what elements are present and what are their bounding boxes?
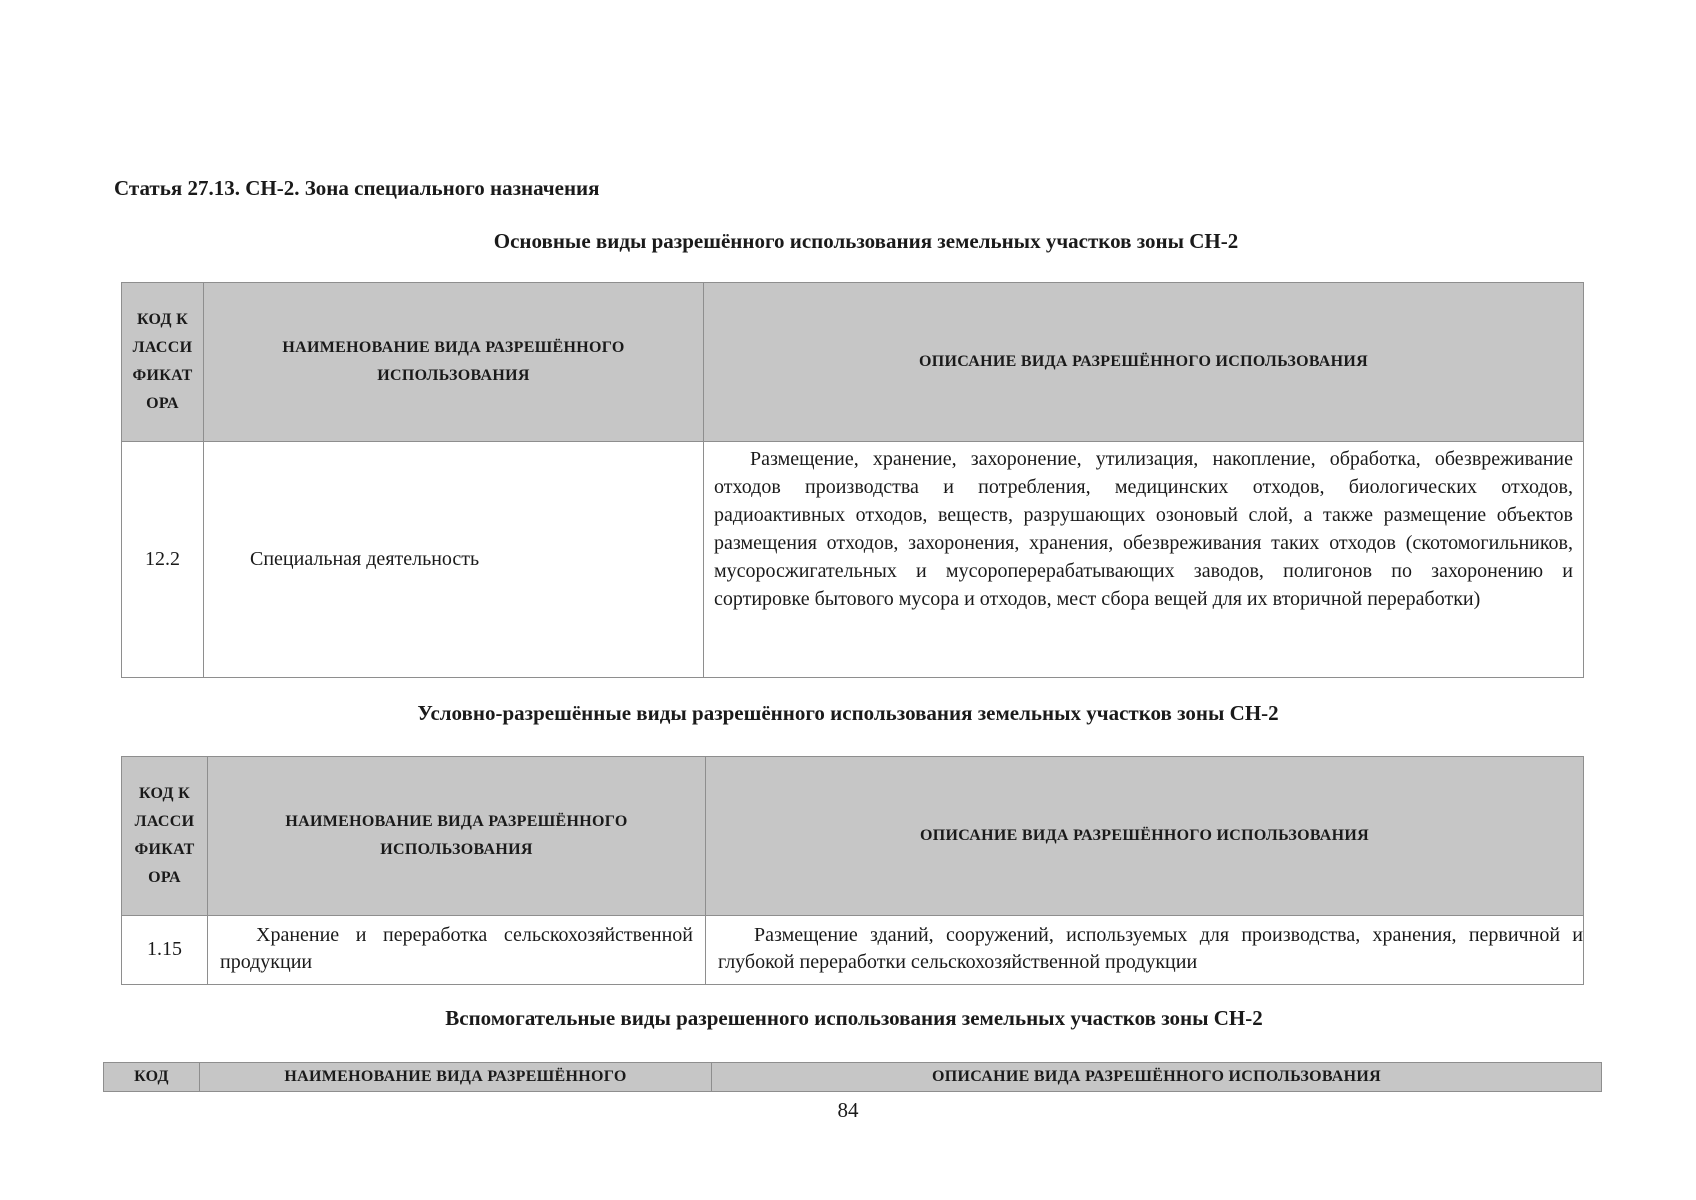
- header-name: НАИМЕНОВАНИЕ ВИДА РАЗРЕШЁННОГО ИСПОЛЬЗОВАНИЯ: [204, 283, 704, 442]
- row-code: 12.2: [122, 442, 204, 678]
- auxiliary-uses-title: Вспомогательные виды разрешенного использования земельных участков зоны СН-2: [445, 1006, 1263, 1030]
- row-description: [704, 442, 1584, 678]
- conditional-uses-table: [121, 756, 1584, 985]
- header-name: НАИМЕНОВАНИЕ ВИДА РАЗРЕШЁННОГО: [200, 1063, 712, 1092]
- header-code: КОД КЛАССИФИКАТОРА: [122, 757, 208, 916]
- row-description: [706, 916, 1584, 985]
- header-code: КОД: [104, 1063, 200, 1092]
- header-description: ОПИСАНИЕ ВИДА РАЗРЕШЁННОГО ИСПОЛЬЗОВАНИЯ: [712, 1063, 1602, 1092]
- row-name-text: Хранение и переработка сельскохозяйственной продукции: [220, 924, 693, 973]
- row-name: Специальная деятельность: [204, 442, 704, 678]
- article-title: Статья 27.13. СН-2. Зона специального назначения: [114, 176, 600, 200]
- row-description-text: Размещение зданий, сооружений, используемых для производства, хранения, первичной и глубокой переработки сельскохозяйственной продукции: [718, 924, 1583, 973]
- main-uses-title: Основные виды разрешённого использования земельных участков зоны СН-2: [493, 229, 1239, 253]
- table-row: [122, 442, 1584, 678]
- main-uses-header-row: [122, 283, 1584, 442]
- table-row: [122, 916, 1584, 985]
- row-name: [208, 916, 706, 985]
- header-description: ОПИСАНИЕ ВИДА РАЗРЕШЁННОГО ИСПОЛЬЗОВАНИЯ: [704, 283, 1584, 442]
- auxiliary-uses-header-row: [104, 1063, 1602, 1092]
- main-uses-table: [121, 282, 1584, 678]
- header-name: НАИМЕНОВАНИЕ ВИДА РАЗРЕШЁННОГО ИСПОЛЬЗОВАНИЯ: [208, 757, 706, 916]
- conditional-uses-title: Условно-разрешённые виды разрешённого использования земельных участков зоны СН-2: [417, 701, 1279, 725]
- row-description-text: Размещение, хранение, захоронение, утилизация, накопление, обработка, обезвреживание отходов производства и потребления, медицинских отходов, биологических отходов, радиоактивных отходов, веществ, разрушающих озоновый слой, а также размещение объектов размещения отходов, захоронения, хранения, обезвреживания таких отходов (скотомогильников, мусоросжигательных и мусороперерабатывающих заводов, полигонов по захоронению и сортировке бытового мусора и отходов, мест сбора вещей для их вторичной переработки): [714, 448, 1573, 610]
- row-code: 1.15: [122, 916, 208, 985]
- auxiliary-uses-table: [103, 1062, 1602, 1092]
- header-code: КОД КЛАССИФИКАТОРА: [122, 283, 204, 442]
- header-description: ОПИСАНИЕ ВИДА РАЗРЕШЁННОГО ИСПОЛЬЗОВАНИЯ: [706, 757, 1584, 916]
- page-number: 84: [837, 1098, 859, 1122]
- conditional-uses-header-row: [122, 757, 1584, 916]
